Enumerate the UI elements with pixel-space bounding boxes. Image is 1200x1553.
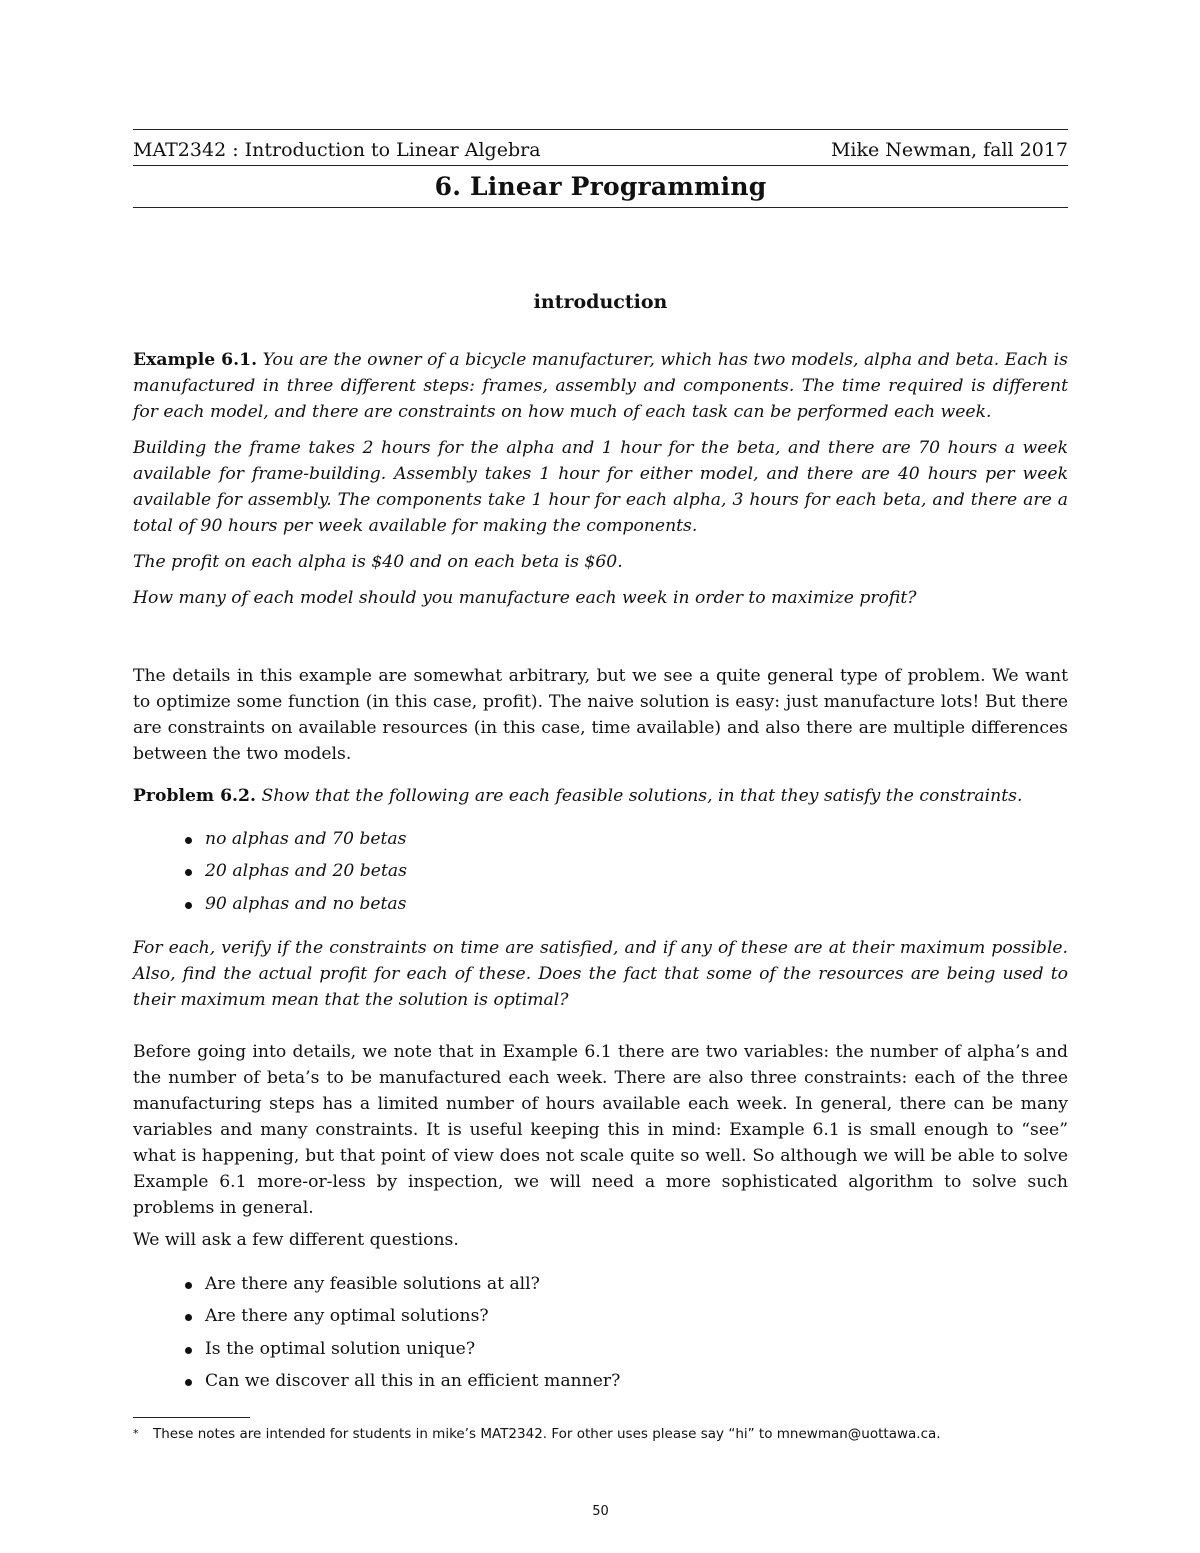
- questions-intro: [133, 1227, 1068, 1253]
- header-top-rule: [133, 129, 1068, 130]
- problem-statement-paragraph: [133, 783, 1068, 809]
- discussion-paragraph-2: [133, 1039, 1068, 1221]
- running-header: [133, 138, 1068, 162]
- list-item: 20 alphas and 20 betas: [133, 855, 1068, 887]
- problem-statement: Show that the following are each feasible solutions, in that they satisfy the constraints.: [261, 786, 1023, 806]
- discussion-2-text: Before going into details, we note that in Example 6.1 there are two variables: the number of alpha’s and the number of beta’s to be manufactured each week. There are also three constraints: each of the three manufacturing steps has a limited number of hours available each week. In general, there can be many variables and many constraints. It is useful keeping this in mind: Example 6.1 is small enough to “see” what is happening, but that point of view does not scale quite so well. So although we will be able to solve Example 6.1 more-or-less by inspection, we will need a more sophisticated algorithm to solve such problems in general.: [133, 1042, 1068, 1218]
- chapter-title: 6. Linear Programming: [434, 172, 767, 201]
- example-question: How many of each model should you manufacture each week in order to maximize profit?: [133, 588, 917, 608]
- author-term: Mike Newman, fall 2017: [830, 139, 1068, 161]
- discussion-1-text: The details in this example are somewhat arbitrary, but we see a quite general type of problem. We want to optimize some function (in this case, profit). The naive solution is easy: just manufacture lots! But there are constraints on available resources (in this case, time available) and also there are multiple differences between the two models.: [133, 666, 1068, 764]
- list-item: no alphas and 70 betas: [133, 823, 1068, 855]
- problem-label: Problem 6.2.: [133, 786, 256, 806]
- problem-followup-text: For each, verify if the constraints on time are satisfied, and if any of these are at their maximum possible. Also, find the actual profit for each of these. Does the fact that some of the resources are being used to their maximum mean that the solution is optimal?: [133, 938, 1068, 1010]
- footnote-mark: *: [133, 1427, 139, 1440]
- questions-list: [133, 1268, 1068, 1398]
- example-label: Example 6.1.: [133, 350, 258, 370]
- list-item: Can we discover all this in an efficient manner?: [133, 1365, 1068, 1397]
- problem-followup: [133, 935, 1068, 1013]
- list-item: 90 alphas and no betas: [133, 888, 1068, 920]
- example-intro: You are the owner of a bicycle manufacturer, which has two models, alpha and beta. Each is manufactured in three different steps: frames, assembly and components. The time required is different for each model, and there are constraints on how much of each task can be performed each week.: [133, 350, 1068, 422]
- header-bottom-rule: [133, 207, 1068, 208]
- list-item: Are there any optimal solutions?: [133, 1300, 1068, 1332]
- example-details: Building the frame takes 2 hours for the alpha and 1 hour for the beta, and there are 70 hours a week available for frame-building. Assembly takes 1 hour for either model, and there are 40 hours per week available for assembly. The components take 1 hour for each alpha, 3 hours for each beta, and there are a total of 90 hours per week available for making the components.: [133, 438, 1068, 536]
- header-mid-rule: [133, 165, 1068, 166]
- footnote-text: These notes are intended for students in mike’s MAT2342. For other uses please say “hi” to mnewman@uottawa.ca.: [153, 1426, 941, 1442]
- section-heading: introduction: [533, 291, 668, 313]
- document-page: [133, 0, 1068, 1553]
- problem-6-2: [133, 783, 1068, 809]
- example-6-1: [133, 347, 1068, 611]
- footnote-rule: [133, 1417, 250, 1418]
- example-intro-paragraph: [133, 347, 1068, 425]
- questions-intro-text: We will ask a few different questions.: [133, 1230, 459, 1250]
- course-title: MAT2342 : Introduction to Linear Algebra: [133, 139, 541, 161]
- footnote: [133, 1424, 1068, 1444]
- problem-items: [133, 823, 1068, 920]
- list-item: Are there any feasible solutions at all?: [133, 1268, 1068, 1300]
- list-item: Is the optimal solution unique?: [133, 1333, 1068, 1365]
- discussion-paragraph-1: [133, 663, 1068, 767]
- example-profit: The profit on each alpha is $40 and on each beta is $60.: [133, 552, 623, 572]
- page-number: 50: [592, 1504, 609, 1519]
